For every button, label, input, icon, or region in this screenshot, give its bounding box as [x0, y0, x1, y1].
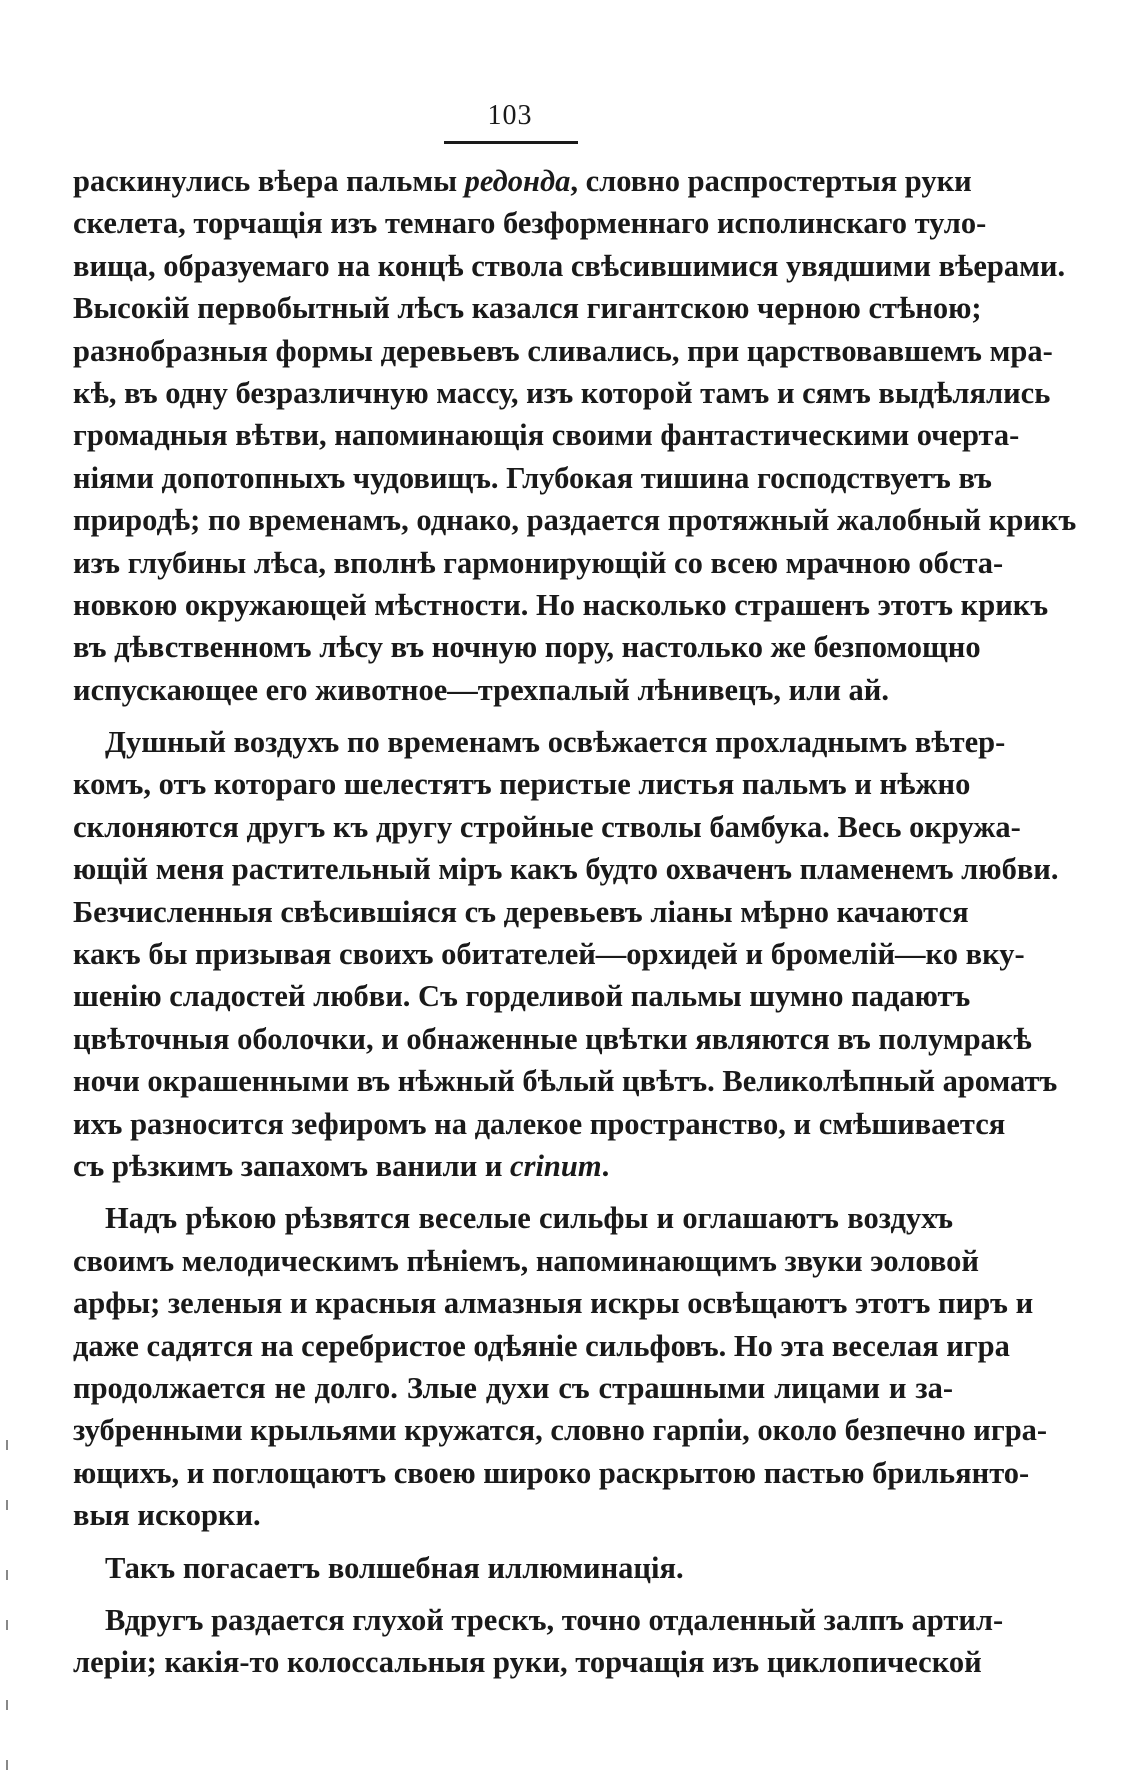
line-text: выя искорки.: [73, 1498, 261, 1533]
paragraph-gap: [73, 1589, 953, 1599]
line-text: скелета, торчащія изъ темнаго безформеннаго исполинскаго туло-: [73, 206, 987, 241]
text-line: [73, 584, 1049, 626]
line-text: Высокій первобытный лѣсъ казался гигантскою черною стѣною;: [73, 291, 982, 326]
line-text: раскинулись вѣера пальмы: [73, 164, 465, 198]
text-line: [73, 1599, 1004, 1641]
text-line: [73, 891, 969, 933]
paragraph-gap: [73, 1187, 953, 1197]
line-text: Безчисленныя свѣсившіяся съ деревьевъ ліаны мѣрно качаются: [73, 894, 969, 929]
text-line: [73, 1145, 953, 1187]
paragraph: [73, 160, 1077, 711]
line-text: ихъ разносится зефиромъ на далекое пространство, и смѣшивается: [73, 1106, 1006, 1141]
paragraph-gap: [73, 711, 953, 721]
line-text: леріи; какія-то колоссальныя руки, торчащія изъ циклопической: [73, 1645, 982, 1680]
text-line: [73, 1641, 982, 1683]
paragraph: [73, 721, 1059, 1187]
paragraph: [73, 1197, 1048, 1536]
line-text: .: [601, 1148, 610, 1183]
text-line: [73, 330, 1053, 372]
line-text: новкою окружающей мѣстности. Но насколько страшенъ этотъ крикъ: [73, 587, 1049, 622]
line-text: ющій меня растительный міръ какъ будто охваченъ пламенемъ любви.: [73, 852, 1059, 887]
text-line: [73, 245, 1066, 287]
line-text: громадныя вѣтви, напоминающія своими фантастическими очерта-: [73, 418, 1020, 453]
text-line: [73, 1367, 953, 1409]
body-text: [73, 160, 1077, 1684]
line-text: даже садятся на серебристое одѣяніе сильфовъ. Но эта веселая игра: [73, 1328, 1010, 1363]
line-text: комъ, отъ котораго шелестятъ перистые листья пальмъ и нѣжно: [73, 767, 971, 802]
text-line: [73, 287, 982, 329]
text-line: [73, 1018, 1032, 1060]
margin-mark: [6, 1620, 8, 1630]
text-line: [73, 1325, 1010, 1367]
line-text: ніями допотопныхъ чудовищъ. Глубокая тишина господствуетъ въ: [73, 460, 992, 495]
text-line: [73, 763, 971, 805]
line-text: шенію сладостей любви. Съ горделивой пальмы шумно падаютъ: [73, 979, 971, 1014]
margin-mark: [6, 1570, 8, 1580]
line-text: склоняются другъ къ другу стройные стволы бамбука. Весь окружа-: [73, 809, 1021, 844]
line-text: съ рѣзкимъ запахомъ ванили и: [73, 1148, 511, 1183]
text-line: [73, 1282, 1034, 1324]
text-line: [73, 721, 1006, 763]
line-text: ющихъ, и поглощаютъ своею широко раскрытою пастью брильянто-: [73, 1455, 1030, 1490]
page-number-rule: [444, 141, 578, 144]
text-line: [73, 372, 1051, 414]
line-text: Такъ погасаетъ волшебная иллюминація.: [105, 1550, 684, 1585]
margin-mark: [6, 1500, 8, 1510]
text-line: [73, 1060, 1058, 1102]
page-number: 103: [487, 100, 533, 131]
italic-word: crinum: [510, 1148, 602, 1183]
margin-mark: [6, 1760, 8, 1770]
line-text: Надъ рѣкою рѣзвятся веселые сильфы и оглашаютъ воздухъ: [105, 1201, 953, 1236]
paragraph: [73, 1599, 1004, 1684]
line-text: зубренными крыльями кружатся, словно гарпіи, около безпечно игра-: [73, 1413, 1048, 1448]
margin-mark: [6, 1440, 8, 1450]
line-text: природѣ; по временамъ, однако, раздается протяжный жалобный крикъ: [73, 503, 1077, 538]
line-text: арфы; зеленыя и красныя алмазныя искры освѣщаютъ этотъ пиръ и: [73, 1286, 1034, 1321]
text-line: [73, 1197, 953, 1239]
line-text: цвѣточныя оболочки, и обнаженные цвѣтки являются въ полумракѣ: [73, 1021, 1032, 1056]
line-text: какъ бы призывая своихъ обитателей—орхидей и бромелій—ко вку-: [73, 937, 1025, 972]
line-text: вища, образуемаго на концѣ ствола свѣсившимися увядшими вѣерами.: [73, 248, 1066, 283]
line-text: , словно распростертыя руки: [570, 164, 972, 198]
line-text: своимъ мелодическимъ пѣніемъ, напоминающимъ звуки эоловой: [73, 1243, 979, 1278]
text-line: [73, 626, 981, 668]
line-text: Душный воздухъ по временамъ освѣжается прохладнымъ вѣтер-: [105, 725, 1006, 760]
text-line: [73, 542, 1004, 584]
paragraph: [73, 1547, 953, 1589]
text-line: [73, 933, 1025, 975]
text-line: [73, 806, 1021, 848]
text-line: [73, 457, 992, 499]
text-line: [73, 160, 972, 202]
italic-word: редонда: [464, 164, 571, 198]
margin-mark: [6, 1700, 8, 1710]
line-text: въ дѣвственномъ лѣсу въ ночную пору, настолько же безпомощно: [73, 630, 981, 665]
line-text: Вдругъ раздается глухой трескъ, точно отдаленный залпъ артил-: [105, 1602, 1004, 1637]
paragraph-gap: [73, 1537, 953, 1547]
line-text: изъ глубины лѣса, вполнѣ гармонирующій со всею мрачною обста-: [73, 545, 1004, 580]
line-text: разнобразныя формы деревьевъ сливались, при царствовавшемъ мра-: [73, 333, 1053, 368]
text-line: [73, 414, 1020, 456]
text-line: [73, 1452, 1030, 1494]
text-line: [73, 202, 987, 244]
text-line: [73, 1409, 1048, 1451]
text-line: [73, 1240, 979, 1282]
text-line: [73, 1103, 1006, 1145]
line-text: испускающее его животное—трехпалый лѣнивецъ, или ай.: [73, 672, 890, 707]
text-line: [73, 1547, 953, 1589]
text-line: [73, 669, 953, 711]
line-text: кѣ, въ одну безразличную массу, изъ которой тамъ и сямъ выдѣлялись: [73, 375, 1051, 410]
text-line: [73, 975, 971, 1017]
text-line: [73, 499, 1077, 541]
line-text: продолжается не долго. Злые духи съ страшными лицами и за-: [73, 1370, 953, 1405]
line-text: ночи окрашенными въ нѣжный бѣлый цвѣтъ. Великолѣпный ароматъ: [73, 1064, 1058, 1099]
text-line: [73, 1494, 953, 1536]
text-line: [73, 848, 1059, 890]
